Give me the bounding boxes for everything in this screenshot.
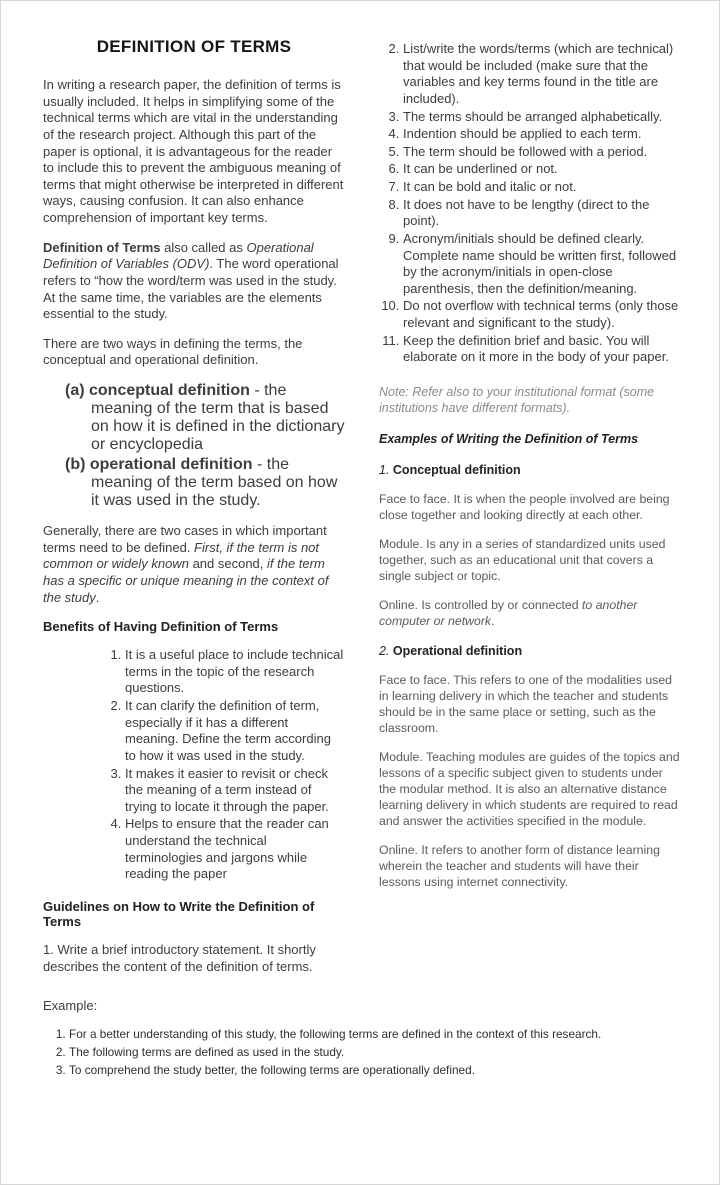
examples-heading: Examples of Writing the Definition of Terms [379,431,639,446]
conceptual-face-to-face-paragraph: Face to face. It is when the people involved are being close together and looking directly at each other. [379,491,670,522]
guidelines-heading: Guidelines on How to Write the Definition of Terms [43,898,315,929]
list-item: 10. Do not overflow with technical terms (only those relevant and significant to the study). [403,298,681,331]
list-item: 2. The following terms are defined as used in the study. [69,1045,681,1061]
intro-paragraph: In writing a research paper, the definition of terms is usually included. It helps in simplifying some of the technical terms which are vital in the understanding of the research project. Although this part of the paper is optional, it is advantageous for the reader to include this to prevent the ambiguous meaning of terms that might otherwise be interpreted in different ways, causing confusion. It can also enhance comprehension of important key terms. [43,77,344,225]
conceptual-online-plain: Online. Is controlled by or connected [379,597,583,612]
guideline-item-1: 1. Write a brief introductory statement. It shortly describes the content of the definition of terms. [43,941,316,974]
operational-module-paragraph: Module. Teaching modules are guides of the topics and lessons of a specific subject given to students under the modular method. It is also an alternative distance learning delivery in which students are required to read and answer the activities specified in the module. [379,749,680,828]
conceptual-subheading-number: 1. [379,462,393,477]
list-item: 3. It makes it easier to revisit or check the meaning of a term instead of trying to locate it through the paper. [125,766,345,816]
example-statements-list [43,1027,681,1079]
operational-definition-text: - the meaning of the term based on how it was used in the study. [91,456,338,509]
list-item: 8. It does not have to be lengthy (direct to the point). [403,197,681,230]
two-cases-plain-1: Generally, there are two cases in which important terms need to be defined. [43,523,327,555]
list-item: 9. Acronym/initials should be defined clearly. Complete name should be written first, followed by the acronym/initials in open-close parenthesis, then the definition/meaning. [403,231,681,298]
list-item: 2. List/write the words/terms (which are technical) that would be included (make sure that the variables and key terms found in the title are included). [403,41,681,108]
list-item [65,456,345,510]
odv-term-bold: Definition of Terms [43,239,161,255]
list-item: 7. It can be bold and italic or not. [403,179,681,196]
two-cases-italic-2: if the term has a specific or unique meaning in the context of the study [43,556,329,605]
right-column [379,29,681,988]
operational-subheading-label: Operational definition [392,643,523,658]
guidelines-list [379,41,681,366]
two-cases-italic-1: First, if the term is not common or widely known [43,539,320,572]
operational-definition-lead: (b) operational definition [65,456,253,473]
conceptual-definition-lead: (a) conceptual definition [65,382,250,399]
operational-definition-subheading [379,643,681,659]
list-item: 1. It is a useful place to include technical terms in the topic of the research questions. [125,647,345,697]
operational-subheading-number: 2. [379,643,393,658]
two-ways-paragraph: There are two ways in defining the terms, the conceptual and operational definition. [43,335,303,368]
list-item: 11. Keep the definition brief and basic. You will elaborate on it more in the body of your paper. [403,333,681,366]
two-cases-paragraph [43,523,345,606]
conceptual-definition-subheading [379,462,681,478]
operational-face-to-face-paragraph: Face to face. This refers to one of the modalities used in learning delivery in which the teacher and students should be in the same place or setting, such as the classroom. [379,672,673,735]
two-cases-plain-3: . [95,589,100,605]
list-item: 6. It can be underlined or not. [403,161,681,178]
list-item: 4. Helps to ensure that the reader can understand the technical terminologies and jargons while reading the paper [125,816,345,883]
conceptual-online-italic: to another computer or network [379,597,638,628]
conceptual-online-paragraph [379,598,681,630]
odv-italic-text: Operational Definition of Variables (ODV) [43,239,314,272]
list-item: 4. Indention should be applied to each term. [403,126,681,143]
list-item [65,382,345,454]
odv-paragraph [43,240,345,323]
conceptual-online-end: . [491,613,495,628]
example-statements-section [43,998,681,1078]
odv-mid-text: also called as [160,239,247,255]
two-cases-plain-2: and second, [188,556,268,572]
operational-online-paragraph: Online. It refers to another form of distance learning wherein the teacher and students will have their lessons using internet connectivity. [379,842,660,889]
list-item: 5. The term should be followed with a period. [403,144,681,161]
odv-rest-text: . The word operational refers to “how the word/term was used in the study. At the same time, the variables are the elements essential to the study. [43,256,339,322]
example-label: Example: [43,998,98,1014]
institutional-format-note: Note: Refer also to your institutional format (some institutions have different formats). [379,384,655,415]
list-item: 3. The terms should be arranged alphabetically. [403,109,681,126]
benefits-list [107,647,345,883]
two-column-layout [43,29,681,988]
definition-types-list [65,382,345,510]
conceptual-module-paragraph: Module. Is any in a series of standardized units used together, such as an educational unit that covers a single subject or topic. [379,536,666,583]
list-item: 2. It can clarify the definition of term, especially if it has a different meaning. Define the term according to how it was used in the study. [125,698,345,765]
conceptual-definition-text: - the meaning of the term that is based on how it is defined in the dictionary or encyclopedia [91,382,345,453]
benefits-heading: Benefits of Having Definition of Terms [43,619,279,635]
page-title: DEFINITION OF TERMS [96,37,292,56]
conceptual-subheading-label: Conceptual definition [392,462,521,477]
left-column [43,29,345,988]
list-item: 3. To comprehend the study better, the following terms are operationally defined. [69,1063,681,1079]
list-item: 1. For a better understanding of this study, the following terms are defined in the context of this research. [69,1027,681,1043]
